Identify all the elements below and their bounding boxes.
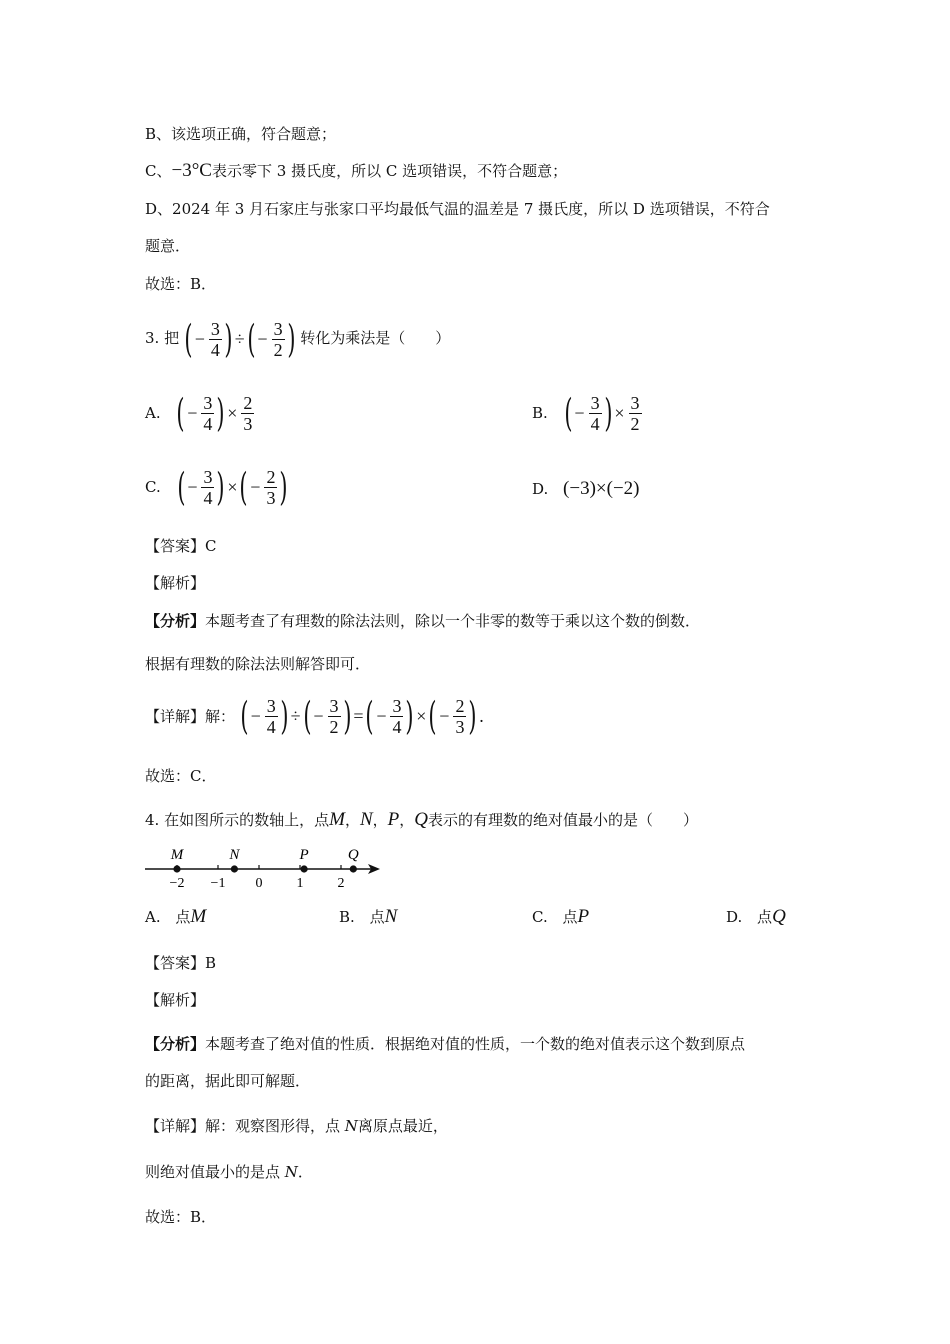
fenxi-text: 本题考查了有理数的除法法则，除以一个非零的数等于乘以这个数的倒数． [205,612,701,630]
minus-sign: − [187,402,198,423]
divide-sign: ÷ [234,329,245,349]
q4-option-c [532,906,589,928]
point-n [231,865,238,872]
option-text: 点 [369,908,385,926]
point-label-p: P [299,847,309,863]
minus-sign: − [250,476,261,497]
answer-tag: 【答案】 [145,954,206,972]
point-label-n: N [229,847,240,863]
times-sign: × [227,402,238,423]
option-c: C. ( − $\frac{3}{4}$ ) ×( − $\frac{2}{3}$ ) [145,465,288,509]
period: . [479,705,484,726]
fraction: $\frac{3}{4}$ [210,318,220,360]
number-line-figure [140,842,390,894]
detail-var: N [344,1117,358,1135]
minus-sign: − [250,705,261,726]
detail-prefix: 解： [205,707,236,726]
fraction: $\frac{2}{3}$ [455,695,465,737]
separator: ， [372,811,388,829]
question-number: 4. [145,811,160,829]
times-sign: × [227,476,238,497]
point-p: P [387,809,400,830]
option-c-explanation [145,161,567,181]
option-d-explanation-cont: 题意． [145,237,191,255]
answer-tag: 【答案】 [145,537,206,555]
detail-text: 则绝对值最小的是点 [145,1163,285,1181]
question-3-stem: 3. 把 ( − $\frac{3}{4}$ ) ÷( − $\frac{3}{2}$ ) 转化为乘法是（ ） [145,317,451,361]
detail-var: N [284,1163,298,1181]
option-text: 点 [562,908,578,926]
option-var: N [384,906,398,927]
option-var: M [190,906,207,927]
fraction: $\frac{3}{2}$ [273,318,283,360]
option-b-explanation: B、该选项正确，符合题意； [145,125,337,143]
q4-fenxi [145,1034,745,1054]
q4-analysis-tag: 【解析】 [145,991,206,1009]
equals-sign: = [353,705,364,726]
answer-value: B [205,954,217,972]
fraction: $\frac{3}{4}$ [392,695,402,737]
option-text: 点 [757,908,773,926]
q3-fenxi [145,611,700,631]
option-a: A. ( − $\frac{3}{4}$ ) × $\frac{2}{3}$ [145,391,253,435]
temperature-math: −3°C [171,160,212,181]
minus-sign: − [257,329,268,349]
tick-label: 0 [255,876,263,891]
prev-conclusion: 故选：B． [145,275,217,293]
detail-tag: 【详解】 [145,707,206,726]
question-4-prefix: 在如图所示的数轴上，点 [164,811,330,829]
q4-detail-2 [145,1162,313,1182]
option-label: B. [532,404,548,422]
fraction: $\frac{3}{4}$ [203,466,213,508]
point-m: M [329,809,345,830]
option-c-suffix: 表示零下 3 摄氏度，所以 C 选项错误，不符合题意； [211,162,568,180]
point-label-m: M [170,847,184,863]
fenxi-text: 本题考查了绝对值的性质．根据绝对值的性质，一个数的绝对值表示这个数到原点 [205,1035,746,1053]
fenxi-tag: 【分析】 [145,612,206,630]
q4-conclusion: 故选：B． [145,1208,217,1226]
option-d-expression: (−3)×(−2) [563,478,640,499]
point-q [350,865,357,872]
separator: ， [399,811,415,829]
question-number: 3. [145,329,160,347]
detail-text: ． [297,1163,313,1181]
option-var: P [577,906,590,927]
minus-sign: − [313,705,324,726]
minus-sign: − [376,705,387,726]
option-b: B. ( − $\frac{3}{4}$ ) × $\frac{3}{2}$ [532,391,640,435]
q4-option-a [145,906,206,928]
detail-text: 离原点最近， [357,1117,448,1135]
option-label: C. [532,908,548,926]
minus-sign: − [439,705,450,726]
separator: ， [344,811,360,829]
q4-detail [145,1116,448,1136]
minus-sign: − [187,476,198,497]
q3-analysis-tag: 【解析】 [145,574,206,592]
point-m [173,865,180,872]
option-label: B. [339,908,355,926]
question-3-suffix: 转化为乘法是（ ） [300,329,451,347]
fraction: $\frac{3}{4}$ [266,695,276,737]
point-p [301,865,308,872]
times-sign: × [416,705,427,726]
option-c-prefix: C、 [145,162,172,180]
q4-fenxi-2: 的距离，据此即可解题． [145,1072,311,1090]
point-n: N [359,809,373,830]
times-sign: × [614,402,625,423]
option-label: A. [145,404,161,422]
fraction: $\frac{3}{2}$ [329,695,339,737]
option-text: 点 [175,908,191,926]
q3-detail: 【详解】解： ( − $\frac{3}{4}$ ) ÷( − $\frac{3}{2}$ ) =( − $\frac{3}{4}$ ) ×( − $\frac{2}{3}$ ) . [145,694,484,738]
tick-label: −1 [210,876,226,891]
divide-sign: ÷ [290,705,301,726]
option-d [532,478,640,500]
tick-label: 1 [296,876,304,891]
option-label: D. [532,480,549,498]
tick-label: 2 [337,876,345,891]
fraction: $\frac{2}{3}$ [266,466,276,508]
tick-label: −2 [169,876,185,891]
fenxi-tag: 【分析】 [145,1035,206,1053]
minus-sign: − [574,402,585,423]
fraction: $\frac{3}{4}$ [203,392,213,434]
point-label-q: Q [347,847,359,863]
q4-option-b [339,906,397,928]
question-4-stem [145,810,698,830]
q3-answer [145,536,217,556]
question-3-prefix: 把 [164,329,180,347]
fraction: $\frac{3}{2}$ [630,392,640,434]
q3-fenxi-2: 根据有理数的除法法则解答即可． [145,655,371,673]
option-label: D. [726,908,743,926]
minus-sign: − [194,329,205,349]
detail-tag: 【详解】 [145,1117,206,1135]
option-label: A. [145,908,161,926]
answer-value: C [205,537,217,555]
q4-answer [145,953,216,973]
point-q: Q [414,809,429,830]
fraction: $\frac{2}{3}$ [243,392,253,434]
question-4-suffix: 表示的有理数的绝对值最小的是（ ） [428,811,699,829]
option-var: Q [772,906,786,927]
option-d-explanation: D、2024 年 3 月石家庄与张家口平均最低气温的温差是 7 摄氏度，所以 D 选项错误，不符合 [145,200,770,218]
detail-text: 解：观察图形得，点 [205,1117,345,1135]
q4-option-d [726,906,786,928]
q3-conclusion: 故选：C． [145,767,217,785]
fraction: $\frac{3}{4}$ [590,392,600,434]
option-label: C. [145,478,161,496]
